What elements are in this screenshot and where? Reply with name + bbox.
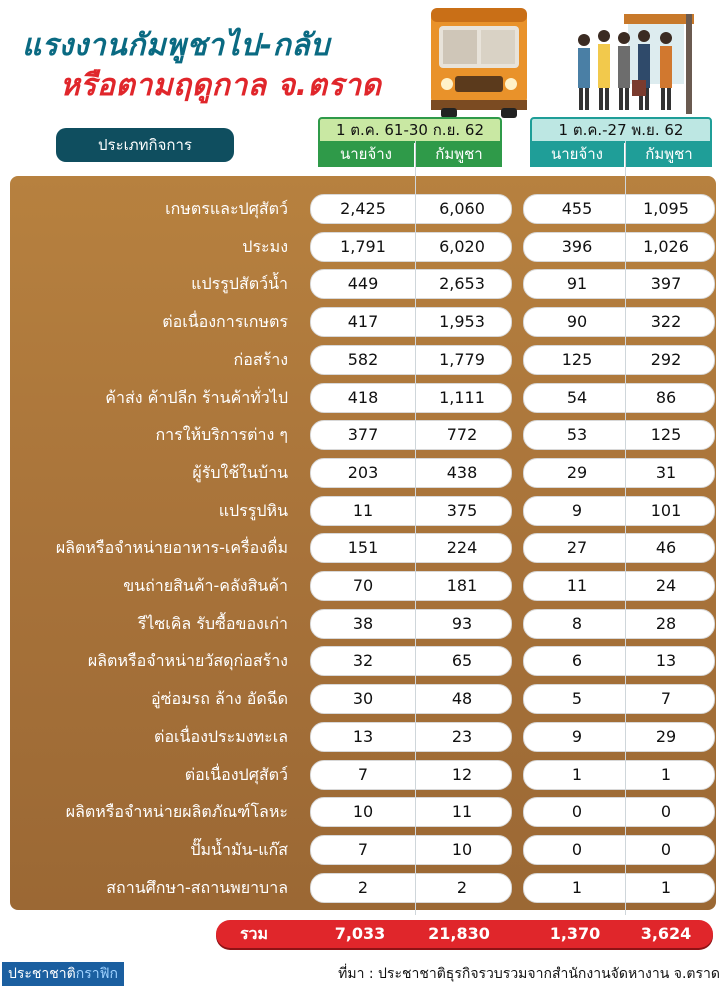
p1-employer-header: นายจ้าง (318, 141, 414, 167)
cell-value: 12 (451, 765, 473, 784)
row-category-label: แปรรูปสัตว์น้ำ (191, 274, 288, 293)
cell-value: 418 (347, 388, 379, 407)
row-category-label: ก่อสร้าง (233, 350, 288, 369)
table-row (0, 873, 728, 903)
column-divider (415, 141, 416, 915)
cell-value: 0 (571, 802, 583, 821)
total-p2-cambodian: 3,624 (640, 924, 692, 943)
table-row (0, 797, 728, 827)
table-row (0, 533, 728, 563)
brand-logo (2, 962, 124, 986)
row-category-label: ปั๊มน้ำมัน-แก๊ส (190, 840, 288, 859)
cell-value: 1 (660, 765, 672, 784)
table-row (0, 420, 728, 450)
source-note: ที่มา : ประชาชาติธุรกิจรวบรวมจากสำนักงานจัดหางาน จ.ตราด (338, 966, 720, 982)
table-row (0, 760, 728, 790)
table-row (0, 232, 728, 262)
cell-value: 65 (451, 651, 473, 670)
cell-value: 1,779 (439, 350, 485, 369)
period-1-header: 1 ต.ค. 61-30 ก.ย. 62 (318, 117, 502, 143)
cell-value: 1,791 (340, 237, 386, 256)
total-p2-employer: 1,370 (549, 924, 601, 943)
cell-value: 396 (561, 237, 593, 256)
table-row (0, 307, 728, 337)
total-p1-employer: 7,033 (334, 924, 386, 943)
p1-cambodian-header: กัมพูชา (416, 141, 502, 167)
cell-value: 1 (660, 878, 672, 897)
row-category-label: ขนถ่ายสินค้า-คลังสินค้า (123, 576, 288, 595)
row-category-label: ประมง (242, 237, 288, 256)
cell-value: 125 (561, 350, 593, 369)
cell-value: 181 (446, 576, 478, 595)
cell-value: 9 (571, 501, 583, 520)
cell-value: 1,953 (439, 312, 485, 331)
row-category-label: ต่อเนื่องประมงทะเล (154, 727, 288, 746)
cell-value: 46 (655, 538, 677, 557)
brand-suffix: กราฟิก (75, 966, 118, 982)
row-category-label: ผู้รับใช้ในบ้าน (192, 463, 288, 482)
cell-value: 772 (446, 425, 478, 444)
cell-value: 0 (571, 840, 583, 859)
row-category-label: การให้บริการต่าง ๆ (155, 425, 288, 444)
row-category-label: อู่ซ่อมรถ ล้าง อัดฉีด (151, 689, 288, 708)
total-p1-cambodian: 21,830 (428, 924, 490, 943)
cell-value: 322 (650, 312, 682, 331)
cell-value: 29 (655, 727, 677, 746)
cell-value: 2,425 (340, 199, 386, 218)
cell-value: 1,026 (643, 237, 689, 256)
row-category-label: เกษตรและปศุสัตว์ (165, 199, 288, 218)
cell-value: 86 (655, 388, 677, 407)
cell-value: 53 (566, 425, 588, 444)
row-category-label: ต่อเนื่องการเกษตร (162, 312, 288, 331)
cell-value: 54 (566, 388, 588, 407)
row-category-label: ผลิตหรือจำหน่ายวัสดุก่อสร้าง (87, 651, 288, 670)
cell-value: 0 (660, 840, 672, 859)
cell-value: 38 (352, 614, 374, 633)
table-row (0, 269, 728, 299)
row-category-label: ผลิตหรือจำหน่ายผลิตภัณฑ์โลหะ (65, 802, 288, 821)
table-row (0, 496, 728, 526)
cell-value: 23 (451, 727, 473, 746)
p2-employer-header: นายจ้าง (530, 141, 624, 167)
row-category-label: ต่อเนื่องปศุสัตว์ (184, 765, 288, 784)
category-header: ประเภทกิจการ (56, 128, 234, 162)
cell-value: 10 (451, 840, 473, 859)
cell-value: 2 (456, 878, 468, 897)
cell-value: 292 (650, 350, 682, 369)
cell-value: 224 (446, 538, 478, 557)
cell-value: 11 (352, 501, 374, 520)
title-line-2: หรือตามฤดูกาล จ.ตราด (60, 68, 382, 103)
cell-value: 91 (566, 274, 588, 293)
row-category-label: รีไซเคิล รับซื้อของเก่า (137, 614, 288, 633)
cell-value: 29 (566, 463, 588, 482)
cell-value: 397 (650, 274, 682, 293)
row-category-label: สถานศึกษา-สถานพยาบาล (106, 878, 288, 897)
cell-value: 11 (566, 576, 588, 595)
table-row (0, 383, 728, 413)
brand-prefix: ประชาชาติ (8, 966, 76, 982)
cell-value: 27 (566, 538, 588, 557)
total-label: รวม (239, 924, 269, 943)
cell-value: 24 (655, 576, 677, 595)
cell-value: 8 (571, 614, 583, 633)
cell-value: 31 (655, 463, 677, 482)
cell-value: 11 (451, 802, 473, 821)
row-category-label: ผลิตหรือจำหน่ายอาหาร-เครื่องดื่ม (55, 538, 288, 557)
cell-value: 377 (347, 425, 379, 444)
cell-value: 1,095 (643, 199, 689, 218)
title-line-1: แรงงานกัมพูชาไป-กลับ (22, 28, 330, 63)
row-category-label: ค้าส่ง ค้าปลีก ร้านค้าทั่วไป (105, 388, 288, 407)
people-bus-stop-illustration (570, 10, 700, 116)
column-divider (625, 141, 626, 915)
cell-value: 7 (357, 765, 369, 784)
cell-value: 13 (352, 727, 374, 746)
table-row (0, 345, 728, 375)
p2-cambodian-header: กัมพูชา (626, 141, 712, 167)
table-row (0, 646, 728, 676)
cell-value: 1,111 (439, 388, 485, 407)
cell-value: 417 (347, 312, 379, 331)
cell-value: 582 (347, 350, 379, 369)
cell-value: 6,020 (439, 237, 485, 256)
table-row (0, 722, 728, 752)
cell-value: 10 (352, 802, 374, 821)
cell-value: 151 (347, 538, 379, 557)
cell-value: 32 (352, 651, 374, 670)
cell-value: 6 (571, 651, 583, 670)
cell-value: 93 (451, 614, 473, 633)
cell-value: 203 (347, 463, 379, 482)
table-row (0, 194, 728, 224)
cell-value: 2 (357, 878, 369, 897)
table-row (0, 458, 728, 488)
cell-value: 13 (655, 651, 677, 670)
row-category-label: แปรรูปหิน (218, 501, 288, 520)
cell-value: 9 (571, 727, 583, 746)
table-row (0, 609, 728, 639)
cell-value: 438 (446, 463, 478, 482)
cell-value: 101 (650, 501, 682, 520)
bus-illustration (425, 4, 533, 120)
cell-value: 30 (352, 689, 374, 708)
cell-value: 48 (451, 689, 473, 708)
table-row (0, 684, 728, 714)
cell-value: 5 (571, 689, 583, 708)
table-row (0, 571, 728, 601)
cell-value: 1 (571, 765, 583, 784)
cell-value: 455 (561, 199, 593, 218)
cell-value: 6,060 (439, 199, 485, 218)
cell-value: 125 (650, 425, 682, 444)
table-row (0, 835, 728, 865)
cell-value: 2,653 (439, 274, 485, 293)
cell-value: 375 (446, 501, 478, 520)
cell-value: 1 (571, 878, 583, 897)
cell-value: 0 (660, 802, 672, 821)
cell-value: 90 (566, 312, 588, 331)
cell-value: 70 (352, 576, 374, 595)
cell-value: 449 (347, 274, 379, 293)
cell-value: 28 (655, 614, 677, 633)
period-2-header: 1 ต.ค.-27 พ.ย. 62 (530, 117, 712, 143)
cell-value: 7 (660, 689, 672, 708)
cell-value: 7 (357, 840, 369, 859)
